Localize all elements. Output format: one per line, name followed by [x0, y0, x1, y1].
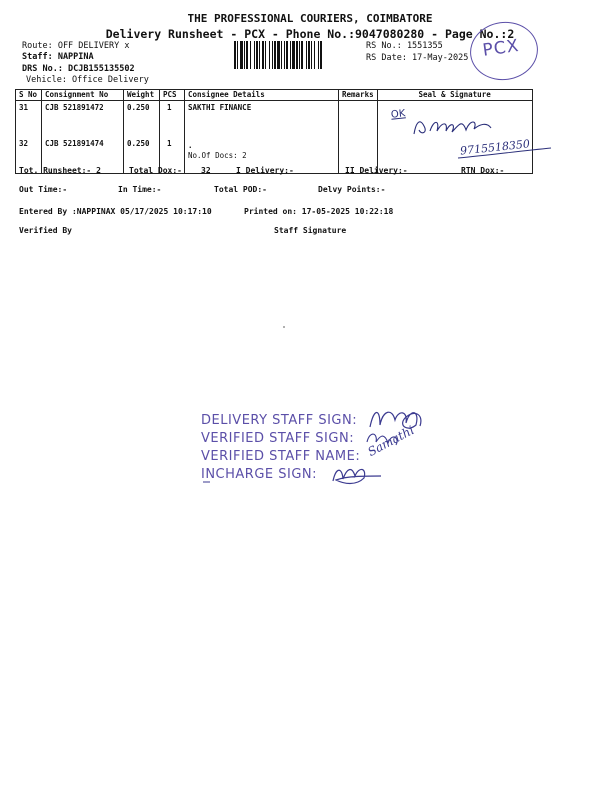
row-31-consignee: SAKTHI FINANCE: [188, 103, 252, 112]
row-32-sno: 32: [19, 139, 29, 148]
in-time: In Time:-: [118, 185, 162, 194]
row-32-consignment: CJB 521891474: [45, 139, 104, 148]
delivery-staff-sign-stamp: DELIVERY STAFF SIGN:: [201, 413, 358, 428]
route-text: Route: OFF DELIVERY x: [22, 41, 130, 51]
row-32-pcs: 1: [167, 139, 172, 148]
vehicle-text: Vehicle: Office Delivery: [26, 75, 149, 85]
col-header-consignment: Consignment No: [42, 90, 124, 101]
runsheet-title: Delivery Runsheet - PCX - Phone No.:9047080280 - Page No.:2: [105, 27, 515, 41]
handwritten-ok: OK: [390, 108, 406, 121]
delivery-staff-signature: [370, 412, 421, 428]
total-dox-value: 32: [201, 166, 211, 175]
row-32-consignee: .: [188, 141, 193, 150]
col-header-weight: Weight: [124, 90, 160, 101]
col-header-sno: S No: [16, 90, 42, 101]
row-31-pcs: 1: [167, 103, 172, 112]
receiver-signature: [414, 122, 491, 134]
staff-signature: Staff Signature: [274, 226, 347, 235]
incharge-signature: [333, 469, 381, 483]
verified-staff-name-stamp: VERIFIED STAFF NAME:: [201, 449, 361, 464]
out-time: Out Time:-: [19, 185, 68, 194]
ii-delivery: II Delivery:-: [345, 166, 408, 175]
ink-speck: [283, 326, 285, 328]
pcx-stamp-text: PCX: [481, 35, 521, 61]
verified-staff-name-handwritten: Samathi: [365, 423, 417, 459]
row-31-consignment: CJB 521891472: [45, 103, 104, 112]
col-header-pcs: PCS: [160, 90, 185, 101]
handwritten-phone: 9715518350: [459, 137, 531, 158]
incharge-sign-stamp: INCHARGE SIGN:: [201, 467, 318, 482]
row-31-weight: 0.250: [127, 103, 150, 112]
tot-runsheet: Tot. Runsheet:- 2: [19, 166, 101, 175]
phone-underline: [458, 148, 551, 158]
col-header-remarks: Remarks: [339, 90, 378, 101]
row-32-weight: 0.250: [127, 139, 150, 148]
company-title: THE PROFESSIONAL COURIERS, COIMBATORE: [187, 12, 433, 25]
delvy-points: Delvy Points:-: [318, 185, 386, 194]
col-header-consignee: Consignee Details: [185, 90, 339, 101]
row-32-docs: No.Of Docs: 2: [188, 151, 247, 160]
printed-on: Printed on: 17-05-2025 10:22:18: [244, 207, 394, 216]
total-pod: Total POD:-: [214, 185, 267, 194]
drs-number: DRS No.: DCJB155135502: [22, 64, 135, 74]
staff-text: Staff: NAPPINA: [22, 52, 94, 62]
rtn-dox: RTN Dox:-: [461, 166, 505, 175]
entered-by: Entered By :NAPPINAX 05/17/2025 10:17:10: [19, 207, 212, 216]
rs-number: RS No.: 1551355: [366, 41, 443, 51]
rs-date: RS Date: 17-May-2025: [366, 53, 469, 63]
col-header-seal: Seal & Signature: [377, 90, 532, 101]
i-delivery: I Delivery:-: [236, 166, 294, 175]
total-dox-label: Total Dox:-: [129, 166, 182, 175]
verified-staff-sign-stamp: VERIFIED STAFF SIGN:: [201, 431, 355, 446]
verified-by: Verified By: [19, 226, 72, 235]
row-31-sno: 31: [19, 103, 29, 112]
